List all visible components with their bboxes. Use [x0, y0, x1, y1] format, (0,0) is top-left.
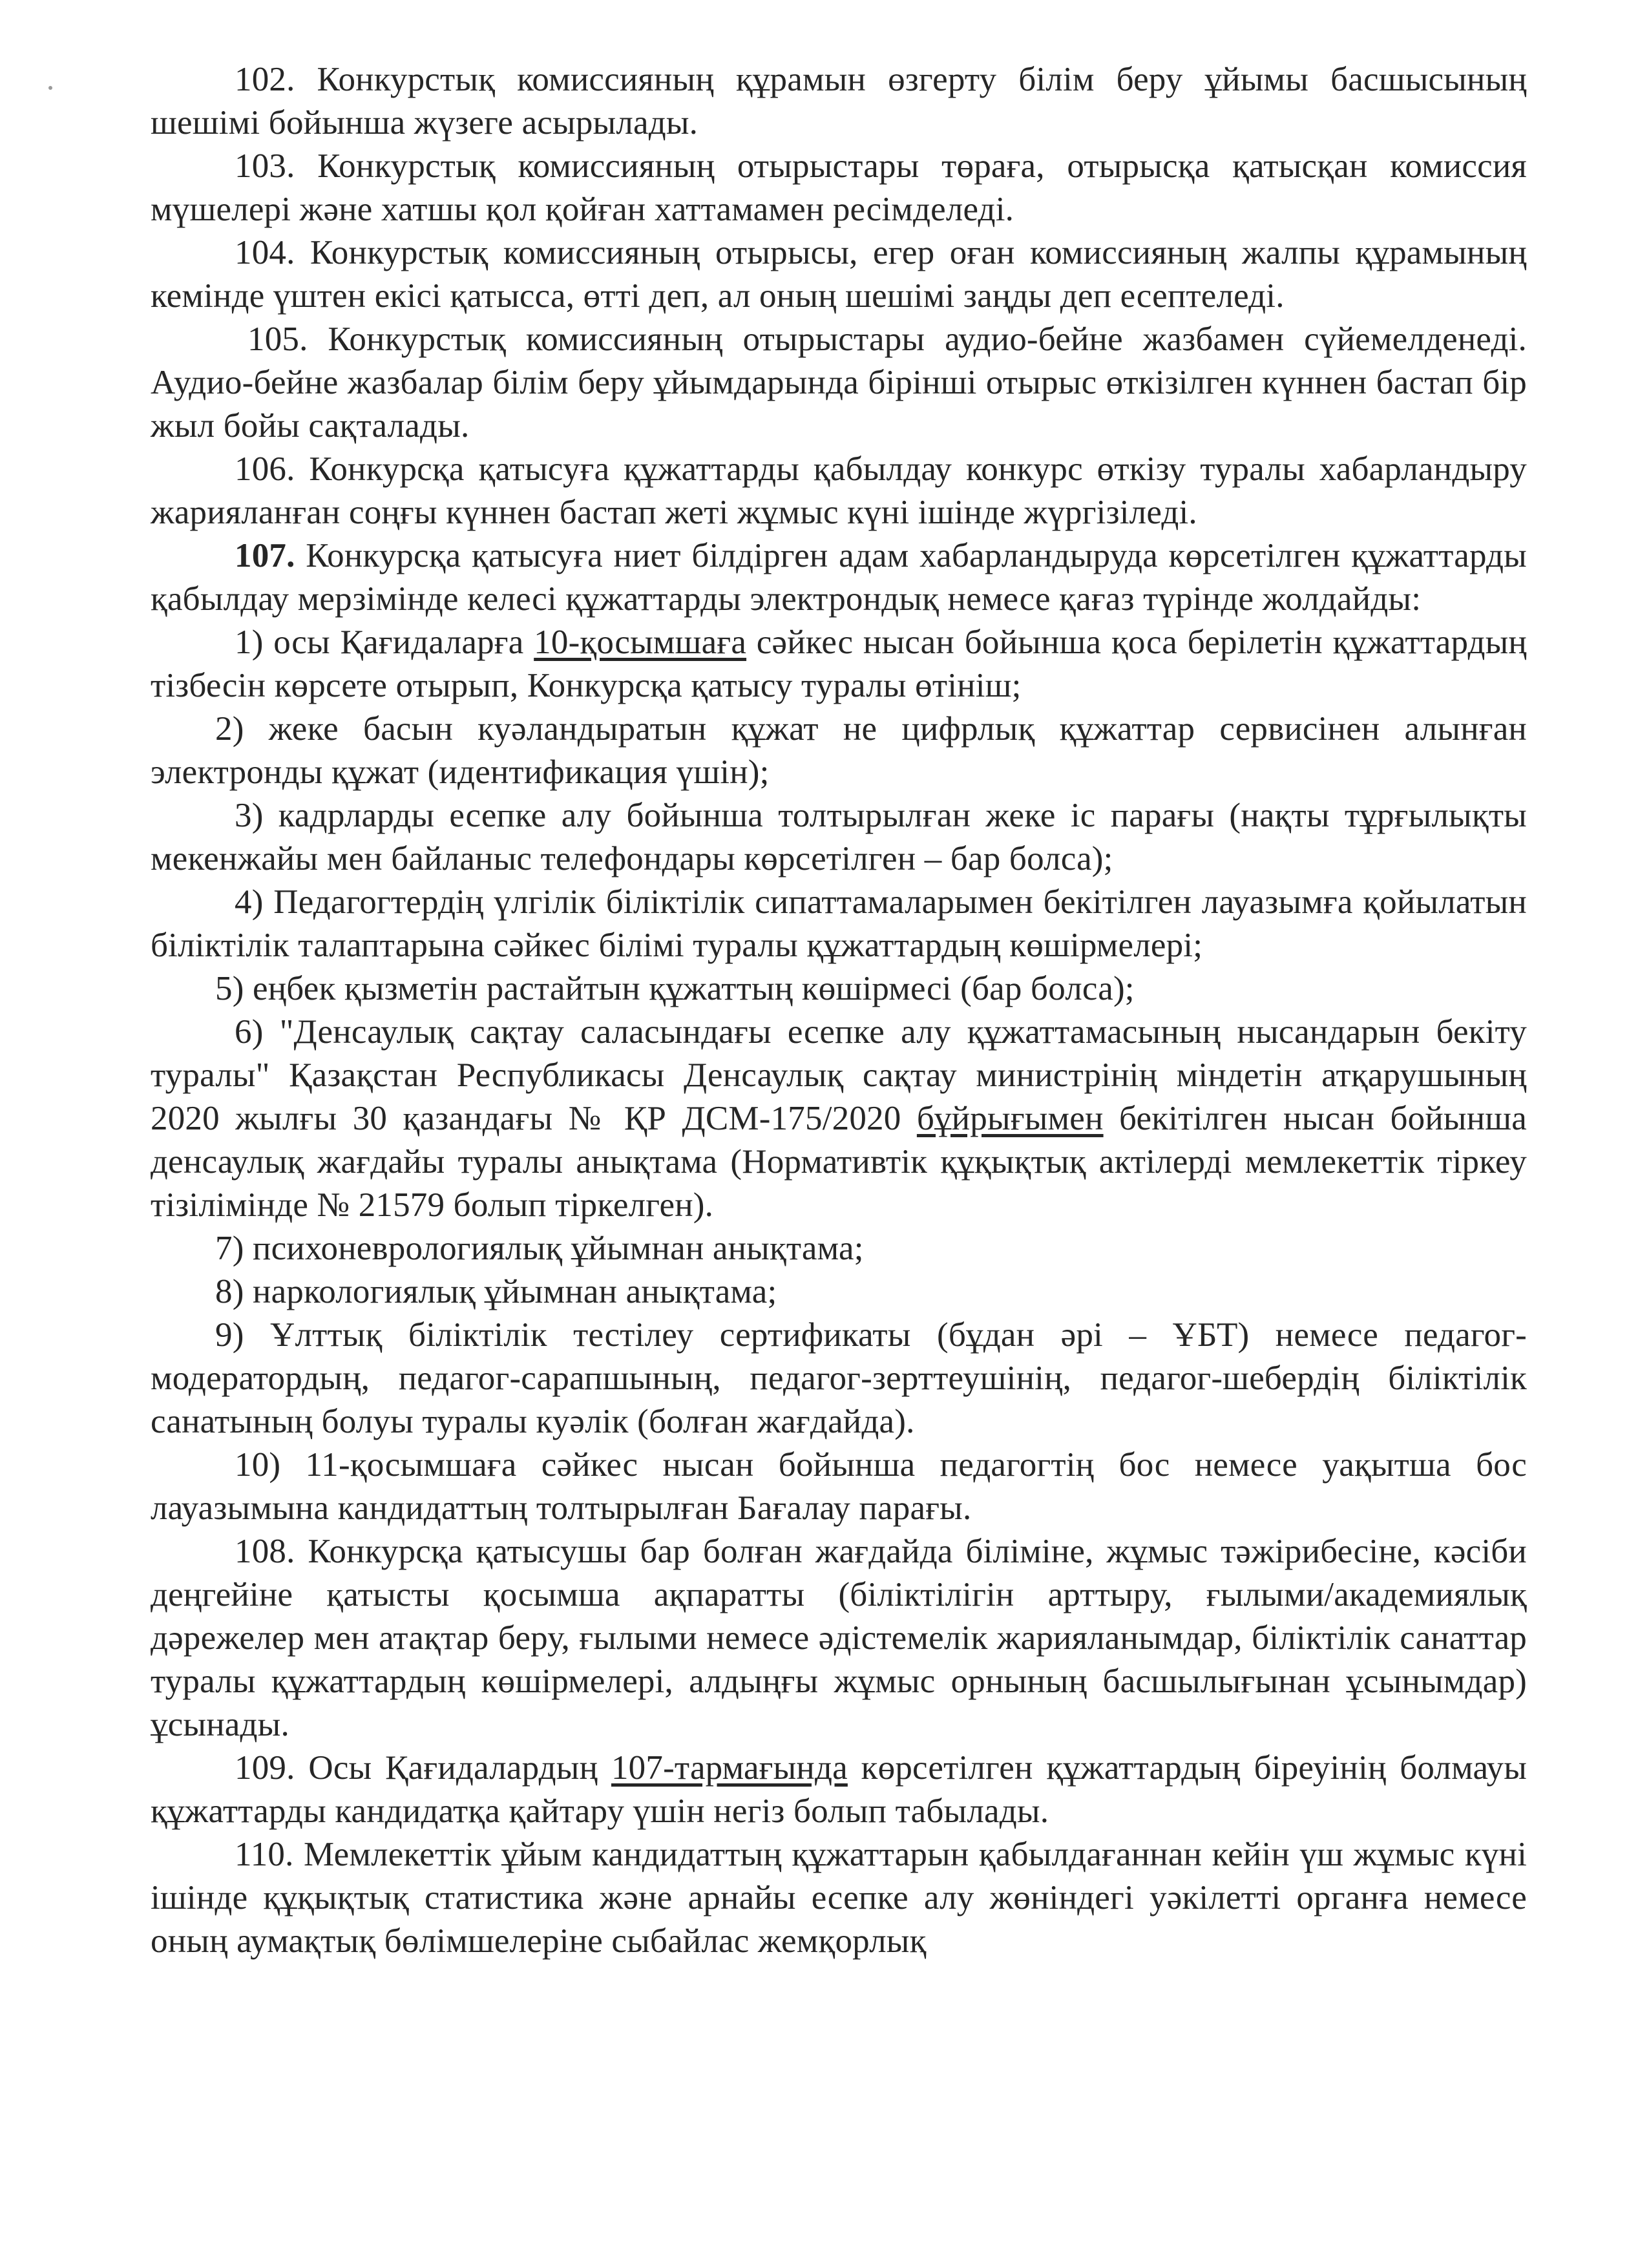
paragraph-107: 107. Конкурсқа қатысуға ниет білдірген адам хабарландыруда көрсетілген құжаттарды қабылдау мерзімінде келесі құжаттарды электрондық немесе қағаз түрінде жолдайды:: [151, 537, 1527, 618]
paragraph-108: 108. Конкурсқа қатысушы бар болған жағдайда біліміне, жұмыс тәжірибесіне, кәсіби деңгейіне қатысты қосымша ақпаратты (біліктілігін арттыру, ғылыми/академиялық дәрежелер мен атақтар беру, ғылыми немесе әдістемелік жарияланымдар, біліктілік санаттар туралы құжаттардың көшірмелері, алдыңғы жұмыс орнының басшылығынан ұсынымдар) ұсынады.: [151, 1533, 1527, 1743]
list-item-4: 4) Педагогтердің үлгілік біліктілік сипаттамаларымен бекітілген лауазымға қойылатын біліктілік талаптарына сәйкес білімі туралы құжаттардың көшірмелері;: [151, 883, 1527, 964]
list-item-9: 9) Ұлттық біліктілік тестілеу сертификаты (бұдан әрі – ҰБТ) немесе педагог-модератордың, педагог-сарапшының, педагог-зерттеушінің, педагог-шебердің біліктілік санатының болуы туралы куәлік (болған жағдайда).: [151, 1316, 1527, 1440]
paragraph-109: 109. Осы Қағидалардың 107-тармағында көрсетілген құжаттардың біреуінің болмауы құжаттарды кандидатқа қайтару үшін негіз болып табылады.: [151, 1749, 1527, 1830]
list-item-10: 10) 11-қосымшаға сәйкес нысан бойынша педагогтің бос немесе уақытша бос лауазымына кандидаттың толтырылған Бағалау парағы.: [151, 1446, 1527, 1527]
document-page: [151, 58, 1527, 1963]
paragraph-110: 110. Мемлекеттік ұйым кандидаттың құжаттарын қабылдағаннан кейін үш жұмыс күні ішінде құқықтық статистика және арнайы есепке алу жөніндегі уәкілетті органға немесе оның аумақтық бөлімшелеріне сыбайлас жемқорлық: [151, 1836, 1527, 1960]
link-order[interactable]: бұйрығымен: [916, 1100, 1104, 1137]
list-item-8: 8) наркологиялық ұйымнан анықтама;: [215, 1273, 777, 1310]
list-item-3: 3) кадрларды есепке алу бойынша толтырылған жеке іс парағы (нақты тұрғылықты мекенжайы мен байланыс телефондары көрсетілген – бар болса);: [151, 797, 1527, 877]
paragraph-105: 105. Конкурстық комиссияның отырыстары аудио-бейне жазбамен сүйемелденеді. Аудио-бейне жазбалар білім беру ұйымдарында бірінші отырыс өткізілген күннен бастап бір жыл бойы сақталады.: [151, 320, 1527, 445]
link-annex-10[interactable]: 10-қосымшаға: [534, 624, 747, 661]
link-item-107[interactable]: 107-тармағында: [611, 1749, 848, 1787]
paragraph-104: 104. Конкурстық комиссияның отырысы, егер оған комиссияның жалпы құрамының кемінде үштен екісі қатысса, өтті деп, ал оның шешімі заңды деп есептеледі.: [151, 234, 1527, 315]
list-item-1: 1) осы Қағидаларға 10-қосымшаға сәйкес нысан бойынша қоса берілетін құжаттардың тізбесін көрсете отырып, Конкурсқа қатысу туралы өтініш;: [151, 624, 1527, 704]
paragraph-103: 103. Конкурстық комиссияның отырыстары төраға, отырысқа қатысқан комиссия мүшелері және хатшы қол қойған хаттамамен ресімделеді.: [151, 147, 1527, 228]
list-item-6: 6) "Денсаулық сақтау саласындағы есепке алу құжаттамасының нысандарын бекіту туралы" Қазақстан Республикасы Денсаулық сақтау министрінің міндетін атқарушының 2020 жылғы 30 қазандағы № ҚР ДСМ-175/2020 бұйрығымен бекітілген нысан бойынша денсаулық жағдайы туралы анықтама (Нормативтік құқықтық актілерді мемлекеттік тіркеу тізілімінде № 21579 болып тіркелген).: [151, 1013, 1527, 1224]
paragraph-102: 102. Конкурстық комиссияның құрамын өзгерту білім беру ұйымы басшысының шешімі бойынша жүзеге асырылады.: [151, 61, 1527, 142]
paragraph-106: 106. Конкурсқа қатысуға құжаттарды қабылдау конкурс өткізу туралы хабарландыру жарияланған соңғы күннен бастап жеті жұмыс күні ішінде жүргізіледі.: [151, 450, 1527, 531]
list-item-5: 5) еңбек қызметін растайтын құжаттың көшірмесі (бар болса);: [215, 970, 1135, 1007]
scan-speck: [48, 86, 52, 90]
paragraph-number-bold: 107.: [235, 537, 295, 574]
list-item-2: 2) жеке басын куәландыратын құжат не цифрлық құжаттар сервисінен алынған электронды құжат (идентификация үшін);: [151, 710, 1527, 791]
list-item-7: 7) психоневрологиялық ұйымнан анықтама;: [215, 1230, 864, 1267]
